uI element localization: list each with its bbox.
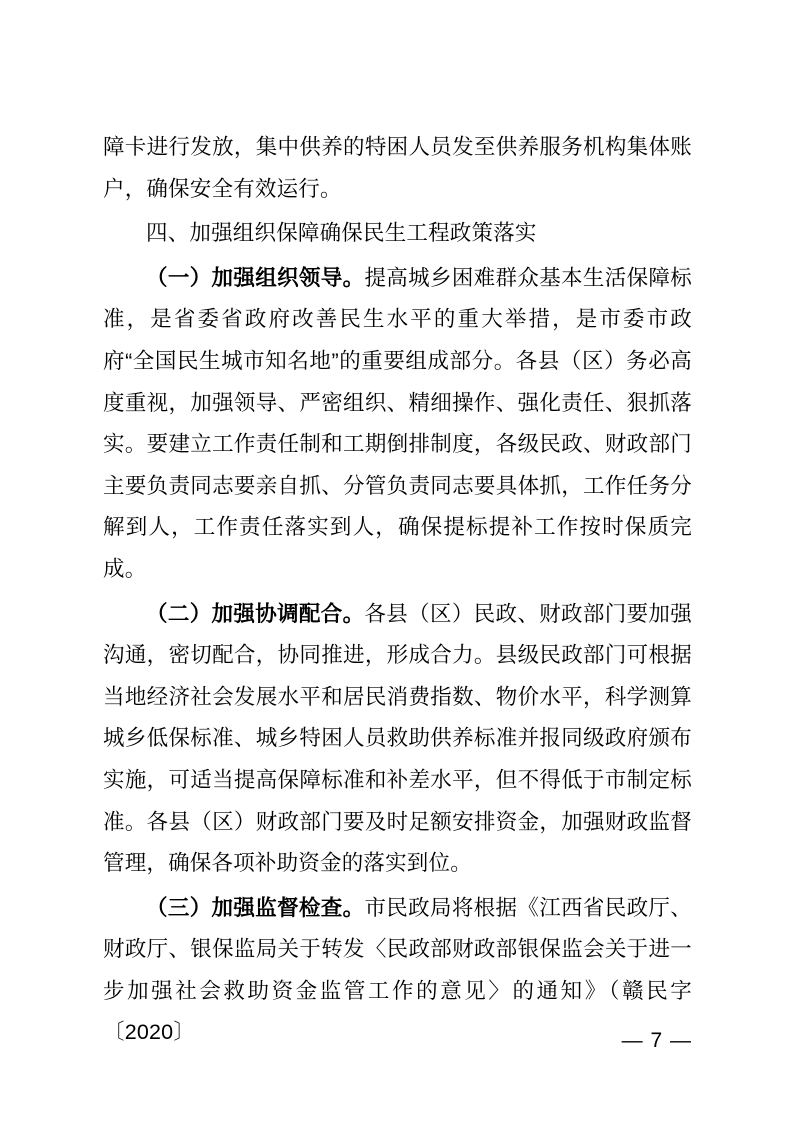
document-body [103,127,692,1054]
paragraph-1 [103,258,692,591]
paragraph-continuation [103,127,692,210]
paragraph-2 [103,594,692,885]
paragraph-3-lead: （三）加强监督检查。 [146,895,365,920]
section-heading-text: 四、加强组织保障确保民生工程政策落实 [146,221,537,246]
paragraph-text: 障卡进行发放，集中供养的特困人员发至供养服务机构集体账户，确保安全有效运行。 [103,135,692,201]
page-number: — 7 — [621,1029,692,1052]
paragraph-3-text: 市民政局将根据《江西省民政厅、财政厅、银保监局关于转发〈民政部财政部银保监会关于进一步加强社会救助资金监管工作的意见〉的通知》（赣民字〔2020〕 [103,895,692,1045]
paragraph-2-lead: （二）加强协调配合。 [146,601,365,626]
section-heading [103,213,692,255]
paragraph-2-text: 各县（区）民政、财政部门要加强沟通，密切配合，协同推进，形成合力。县级民政部门可根据当地经济社会发展水平和居民消费指数、物价水平，科学测算城乡低保标准、城乡特困人员救助供养标准并报同级政府颁布实施，可适当提高保障标准和补差水平，但不得低于市制定标准。各县（区）财政部门要及时足额安排资金，加强财政监督管理，确保各项补助资金的落实到位。 [103,601,692,876]
paragraph-1-text: 提高城乡困难群众基本生活保障标准，是省委省政府改善民生水平的重大举措，是市委市政府“全国民生城市知名地”的重要组成部分。各县（区）务必高度重视，加强领导、严密组织、精细操作、强化责任、狠抓落实。要建立工作责任制和工期倒排制度，各级民政、财政部门主要负责同志要亲自抓、分管负责同志要具体抓，工作任务分解到人，工作责任落实到人，确保提标提补工作按时保质完成。 [103,265,692,581]
paragraph-1-lead: （一）加强组织领导。 [146,265,365,290]
